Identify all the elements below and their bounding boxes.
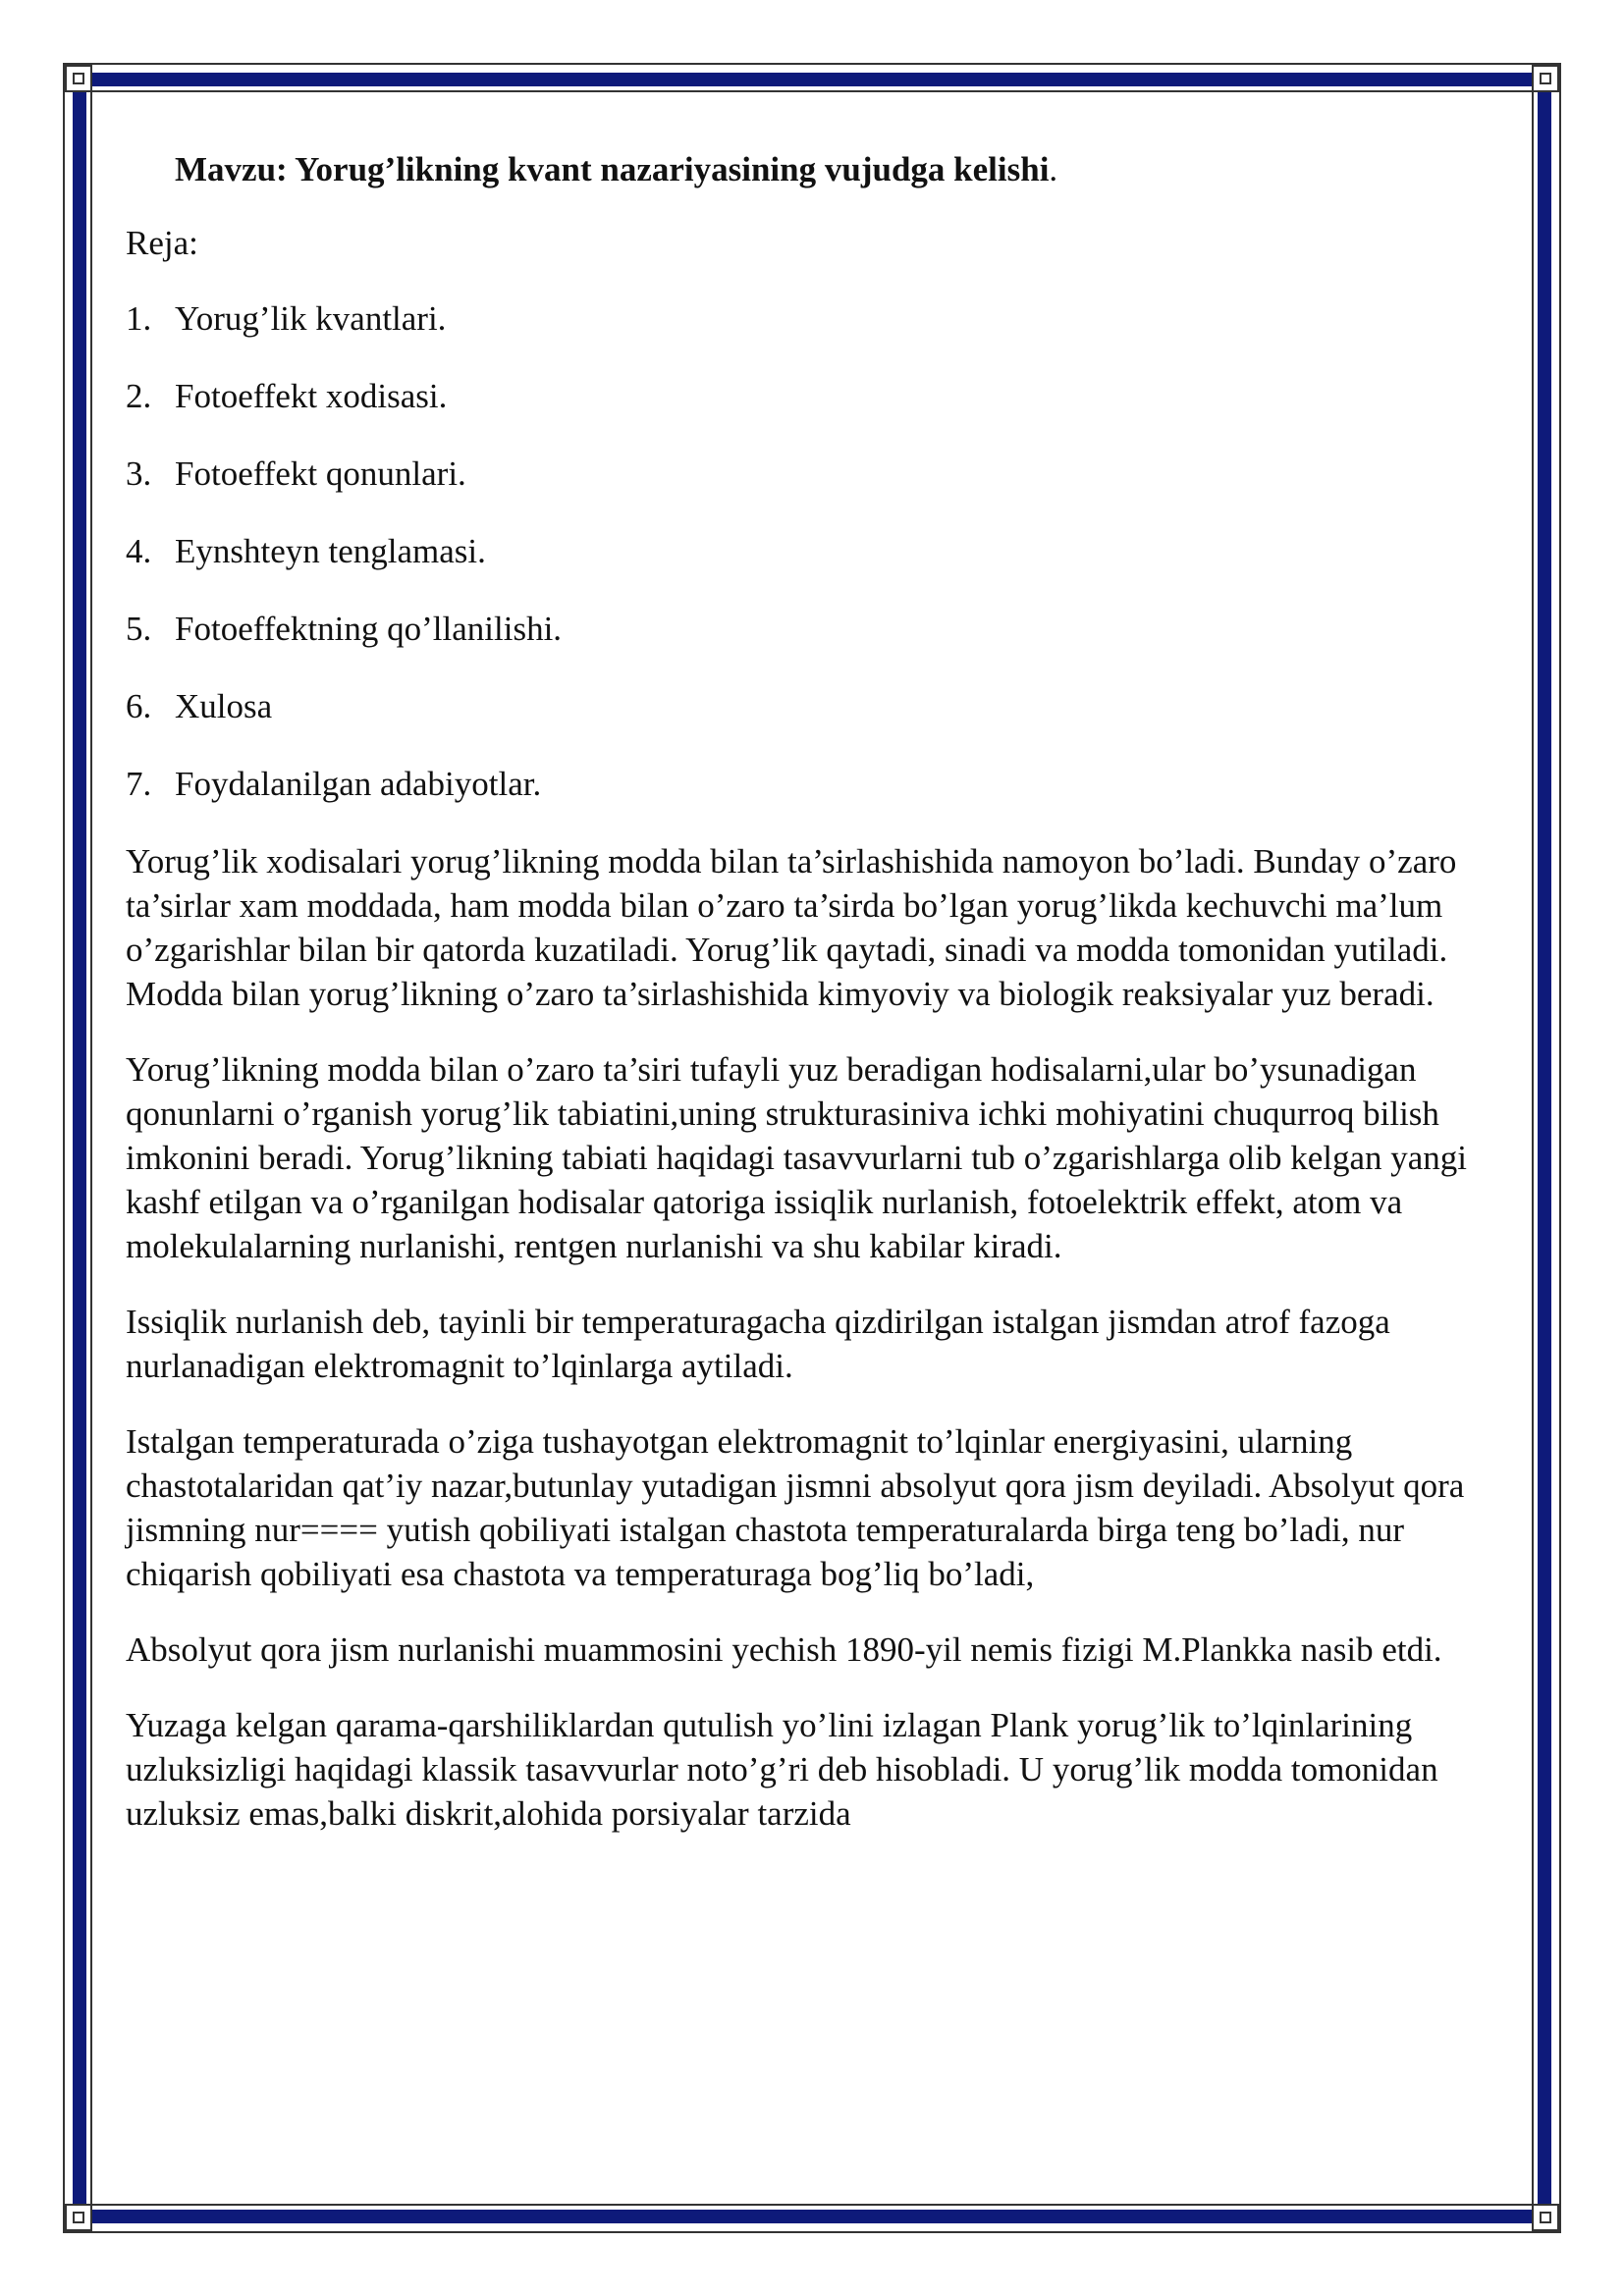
plan-item-number: 4. [126,532,152,570]
title-period: . [1049,150,1058,188]
paragraph: Absolyut qora jism nurlanishi muammosini yechish 1890-yil nemis fizigi M.Plankka nasib etdi. [126,1630,1442,1669]
plan-item [126,529,1520,573]
corner-ornament-top-right [1532,65,1559,92]
paragraph: Issiqlik nurlanish deb, tayinli bir temperaturagacha qizdirilgan istalgan jismdan atrof fazoga nurlanadigan elektromagnit to’lqinlarga aytiladi. [126,1303,1390,1385]
plan-item [126,374,1520,418]
paragraph: Yorug’lik xodisalari yorug’likning modda bilan ta’sirlashishida namoyon bo’ladi. Bunday o’zaro ta’sirlar xam moddada, ham modda bilan o’zaro ta’sirda bo’lgan yorug’likda kechuvchi ma’lum o’zgarishlar bilan bir qatorda kuzatiladi. Yorug’lik qaytadi, sinadi va modda tomonidan yutiladi. Modda bilan yorug’likning o’zaro ta’sirlashishida kimyoviy va biologik reaksiyalar yuz beradi. [126,842,1457,1013]
plan-item-text: Fotoeffekt xodisasi. [175,377,448,415]
plan-item-text: Foydalanilgan adabiyotlar. [175,765,542,803]
plan-list [126,296,1520,806]
plan-item-number: 1. [126,299,152,338]
plan-item-text: Fotoeffektning qo’llanilishi. [175,610,563,648]
title-text: Mavzu: Yorug’likning kvant nazariyasining vujudga kelishi [175,150,1050,188]
plan-item [126,296,1520,341]
plan-item-number: 3. [126,454,152,493]
plan-item [126,684,1520,728]
corner-ornament-bottom-left [65,2204,92,2231]
plan-item-number: 7. [126,765,152,803]
plan-item [126,762,1520,806]
paragraph: Istalgan temperaturada o’ziga tushayotgan elektromagnit to’lqinlar energiyasini, ularning chastotalaridan qat’iy nazar,butunlay yutadigan jismni absolyut qora jism deyiladi. Absolyut qora jismning nur==== yutish qobiliyati istalgan chastota temperaturalarda birga teng bo’ladi, nur chiqarish qobiliyati esa chastota va temperaturaga bog’liq bo’ladi, [126,1422,1465,1593]
plan-item-number: 5. [126,610,152,648]
document-title [175,147,1520,191]
corner-ornament-bottom-right [1532,2204,1559,2231]
document-body [126,147,1520,1867]
paragraph: Yorug’likning modda bilan o’zaro ta’siri tufayli yuz beradigan hodisalarni,ular bo’ysunadigan qonunlarni o’rganish yorug’lik tabiatini,uning strukturasiniva ichki mohiyatini chuqurroq bilish imkonini beradi. Yorug’likning tabiati haqidagi tasavvurlarni tub o’zgarishlarga olib kelgan yangi kashf etilgan va o’rganilgan hodisalar qatoriga issiqlik nurlanish, fotoelektrik effekt, atom va molekulalarning nurlanishi, rentgen nurlanishi va shu kabilar kiradi. [126,1050,1468,1265]
paragraph: Yuzaga kelgan qarama-qarshiliklardan qutulish yo’lini izlagan Plank yorug’lik to’lqinlarining uzluksizligi haqidagi klassik tasavvurlar noto’g’ri deb hisobladi. U yorug’lik modda tomonidan uzluksiz emas,balki diskrit,alohida porsiyalar tarzida [126,1706,1438,1833]
corner-ornament-top-left [65,65,92,92]
plan-item [126,452,1520,496]
plan-item-number: 2. [126,377,152,415]
plan-heading: Reja: [126,224,198,262]
plan-item-text: Fotoeffekt qonunlari. [175,454,466,493]
plan-item-text: Xulosa [175,687,273,725]
plan-item-text: Yorug’lik kvantlari. [175,299,447,338]
plan-item-number: 6. [126,687,152,725]
plan-item [126,607,1520,651]
plan-item-text: Eynshteyn tenglamasi. [175,532,486,570]
